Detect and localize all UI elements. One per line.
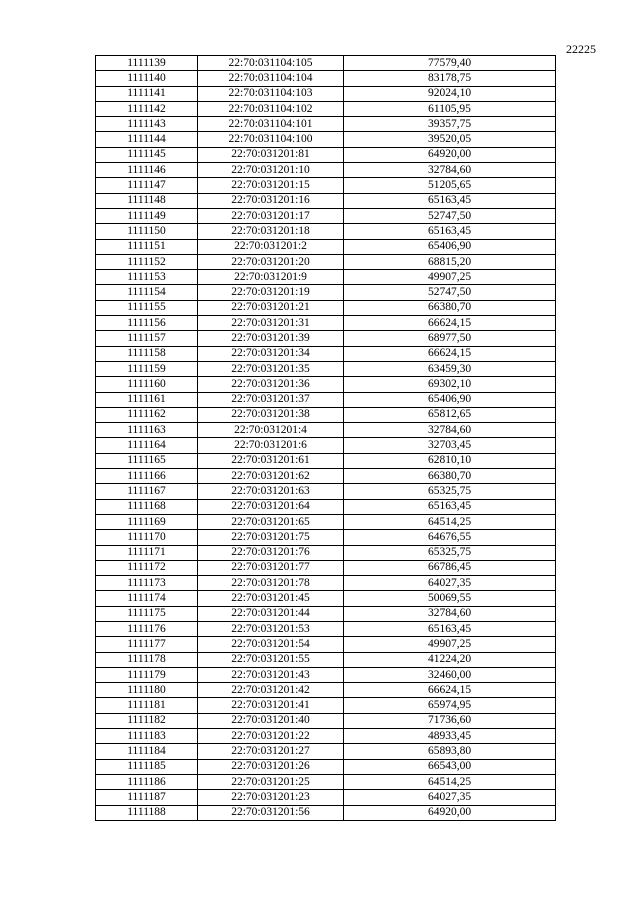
table-row [96,759,556,774]
value-cell: 52747,50 [344,208,556,223]
value-cell: 71736,60 [344,713,556,728]
value-cell: 68815,20 [344,254,556,269]
table-row [96,285,556,300]
cadastral-number-cell: 22:70:031201:4 [198,423,344,438]
row-id-cell: 1111172 [96,560,198,575]
value-cell: 65812,65 [344,407,556,422]
table-row [96,744,556,759]
row-id-cell: 1111148 [96,193,198,208]
value-cell: 64676,55 [344,530,556,545]
value-cell: 64514,25 [344,774,556,789]
value-cell: 32784,60 [344,423,556,438]
row-id-cell: 1111179 [96,667,198,682]
value-cell: 65163,45 [344,499,556,514]
table-row [96,637,556,652]
row-id-cell: 1111146 [96,163,198,178]
row-id-cell: 1111154 [96,285,198,300]
value-cell: 48933,45 [344,729,556,744]
cadastral-number-cell: 22:70:031201:56 [198,805,344,820]
table-row [96,683,556,698]
table-row [96,560,556,575]
row-id-cell: 1111152 [96,254,198,269]
cadastral-number-cell: 22:70:031104:101 [198,117,344,132]
cadastral-number-cell: 22:70:031104:100 [198,132,344,147]
row-id-cell: 1111178 [96,652,198,667]
table-row [96,147,556,162]
row-id-cell: 1111174 [96,591,198,606]
table-row [96,698,556,713]
table-row [96,86,556,101]
cadastral-number-cell: 22:70:031201:40 [198,713,344,728]
value-cell: 66624,15 [344,316,556,331]
table-row [96,469,556,484]
table-row [96,545,556,560]
cadastral-number-cell: 22:70:031201:31 [198,316,344,331]
cadastral-number-cell: 22:70:031201:2 [198,239,344,254]
cadastral-number-cell: 22:70:031201:38 [198,407,344,422]
value-cell: 68977,50 [344,331,556,346]
row-id-cell: 1111156 [96,316,198,331]
cadastral-number-cell: 22:70:031201:18 [198,224,344,239]
cadastral-number-cell: 22:70:031201:20 [198,254,344,269]
table-row [96,346,556,361]
table-row [96,132,556,147]
value-cell: 61105,95 [344,101,556,116]
table-row [96,484,556,499]
row-id-cell: 1111185 [96,759,198,774]
cadastral-number-cell: 22:70:031201:15 [198,178,344,193]
row-id-cell: 1111187 [96,790,198,805]
table-row [96,331,556,346]
cadastral-number-cell: 22:70:031104:104 [198,71,344,86]
cadastral-number-cell: 22:70:031201:61 [198,453,344,468]
value-cell: 32703,45 [344,438,556,453]
value-cell: 49907,25 [344,637,556,652]
table-row [96,407,556,422]
table-row [96,71,556,86]
row-id-cell: 1111160 [96,377,198,392]
row-id-cell: 1111175 [96,606,198,621]
table-row [96,224,556,239]
table-row [96,514,556,529]
row-id-cell: 1111153 [96,270,198,285]
table-row [96,713,556,728]
value-cell: 66543,00 [344,759,556,774]
row-id-cell: 1111169 [96,514,198,529]
row-id-cell: 1111147 [96,178,198,193]
row-id-cell: 1111141 [96,86,198,101]
value-cell: 65325,75 [344,545,556,560]
value-cell: 62810,10 [344,453,556,468]
value-cell: 64027,35 [344,576,556,591]
cadastral-number-cell: 22:70:031201:44 [198,606,344,621]
table-row [96,790,556,805]
cadastral-number-cell: 22:70:031201:22 [198,729,344,744]
cadastral-number-cell: 22:70:031201:27 [198,744,344,759]
cadastral-number-cell: 22:70:031201:41 [198,698,344,713]
value-cell: 65163,45 [344,224,556,239]
row-id-cell: 1111159 [96,361,198,376]
cadastral-number-cell: 22:70:031201:17 [198,208,344,223]
cadastral-number-cell: 22:70:031201:76 [198,545,344,560]
cadastral-number-cell: 22:70:031201:63 [198,484,344,499]
value-cell: 65893,80 [344,744,556,759]
value-cell: 66380,70 [344,469,556,484]
table-row [96,606,556,621]
table-row [96,377,556,392]
value-cell: 50069,55 [344,591,556,606]
cadastral-number-cell: 22:70:031201:75 [198,530,344,545]
value-cell: 52747,50 [344,285,556,300]
cadastral-number-cell: 22:70:031104:103 [198,86,344,101]
value-cell: 66380,70 [344,300,556,315]
value-cell: 65325,75 [344,484,556,499]
row-id-cell: 1111188 [96,805,198,820]
cadastral-number-cell: 22:70:031201:45 [198,591,344,606]
cadastral-number-cell: 22:70:031201:77 [198,560,344,575]
table-row [96,300,556,315]
cadastral-number-cell: 22:70:031201:42 [198,683,344,698]
table-row [96,576,556,591]
value-cell: 66624,15 [344,346,556,361]
row-id-cell: 1111166 [96,469,198,484]
value-cell: 64514,25 [344,514,556,529]
value-cell: 64920,00 [344,805,556,820]
value-cell: 77579,40 [344,56,556,71]
cadastral-number-cell: 22:70:031201:21 [198,300,344,315]
page-number: 22225 [566,42,596,56]
table-row [96,392,556,407]
row-id-cell: 1111176 [96,621,198,636]
row-id-cell: 1111150 [96,224,198,239]
table-row [96,56,556,71]
row-id-cell: 1111181 [96,698,198,713]
row-id-cell: 1111173 [96,576,198,591]
row-id-cell: 1111149 [96,208,198,223]
cadastral-number-cell: 22:70:031201:23 [198,790,344,805]
value-cell: 39520,05 [344,132,556,147]
value-cell: 92024,10 [344,86,556,101]
cadastral-number-cell: 22:70:031201:34 [198,346,344,361]
row-id-cell: 1111157 [96,331,198,346]
table-row [96,270,556,285]
row-id-cell: 1111177 [96,637,198,652]
cadastral-number-cell: 22:70:031201:16 [198,193,344,208]
row-id-cell: 1111151 [96,239,198,254]
table-row [96,254,556,269]
table-row [96,453,556,468]
cadastral-number-cell: 22:70:031201:9 [198,270,344,285]
table-row [96,774,556,789]
row-id-cell: 1111162 [96,407,198,422]
table-row [96,652,556,667]
table-row [96,239,556,254]
value-cell: 66786,45 [344,560,556,575]
value-cell: 32460,00 [344,667,556,682]
value-cell: 65163,45 [344,193,556,208]
cadastral-number-cell: 22:70:031201:26 [198,759,344,774]
cadastral-number-cell: 22:70:031201:19 [198,285,344,300]
row-id-cell: 1111139 [96,56,198,71]
row-id-cell: 1111171 [96,545,198,560]
table-row [96,193,556,208]
value-cell: 64027,35 [344,790,556,805]
value-cell: 51205,65 [344,178,556,193]
value-cell: 83178,75 [344,71,556,86]
row-id-cell: 1111165 [96,453,198,468]
table-row [96,101,556,116]
row-id-cell: 1111167 [96,484,198,499]
value-cell: 41224,20 [344,652,556,667]
cadastral-number-cell: 22:70:031104:102 [198,101,344,116]
table-row [96,178,556,193]
cadastral-number-cell: 22:70:031201:6 [198,438,344,453]
row-id-cell: 1111186 [96,774,198,789]
cadastral-number-cell: 22:70:031201:81 [198,147,344,162]
cadastral-number-cell: 22:70:031201:55 [198,652,344,667]
cadastral-number-cell: 22:70:031201:25 [198,774,344,789]
table-row [96,423,556,438]
row-id-cell: 1111164 [96,438,198,453]
value-cell: 65974,95 [344,698,556,713]
row-id-cell: 1111182 [96,713,198,728]
row-id-cell: 1111168 [96,499,198,514]
row-id-cell: 1111145 [96,147,198,162]
value-cell: 32784,60 [344,606,556,621]
row-id-cell: 1111184 [96,744,198,759]
row-id-cell: 1111144 [96,132,198,147]
row-id-cell: 1111155 [96,300,198,315]
registry-table [95,55,556,821]
table-row [96,316,556,331]
row-id-cell: 1111183 [96,729,198,744]
value-cell: 49907,25 [344,270,556,285]
value-cell: 65406,90 [344,239,556,254]
value-cell: 65406,90 [344,392,556,407]
value-cell: 66624,15 [344,683,556,698]
registry-table-body [96,56,556,821]
cadastral-number-cell: 22:70:031201:65 [198,514,344,529]
value-cell: 69302,10 [344,377,556,392]
cadastral-number-cell: 22:70:031201:36 [198,377,344,392]
value-cell: 32784,60 [344,163,556,178]
cadastral-number-cell: 22:70:031104:105 [198,56,344,71]
value-cell: 65163,45 [344,621,556,636]
cadastral-number-cell: 22:70:031201:78 [198,576,344,591]
row-id-cell: 1111142 [96,101,198,116]
table-row [96,438,556,453]
row-id-cell: 1111140 [96,71,198,86]
cadastral-number-cell: 22:70:031201:39 [198,331,344,346]
row-id-cell: 1111180 [96,683,198,698]
table-row [96,667,556,682]
cadastral-number-cell: 22:70:031201:62 [198,469,344,484]
table-row [96,208,556,223]
table-row [96,621,556,636]
value-cell: 63459,30 [344,361,556,376]
table-row [96,499,556,514]
table-row [96,163,556,178]
value-cell: 64920,00 [344,147,556,162]
row-id-cell: 1111163 [96,423,198,438]
cadastral-number-cell: 22:70:031201:54 [198,637,344,652]
value-cell: 39357,75 [344,117,556,132]
row-id-cell: 1111161 [96,392,198,407]
table-row [96,117,556,132]
row-id-cell: 1111170 [96,530,198,545]
row-id-cell: 1111158 [96,346,198,361]
cadastral-number-cell: 22:70:031201:10 [198,163,344,178]
cadastral-number-cell: 22:70:031201:64 [198,499,344,514]
table-row [96,805,556,820]
table-row [96,591,556,606]
cadastral-number-cell: 22:70:031201:35 [198,361,344,376]
cadastral-number-cell: 22:70:031201:53 [198,621,344,636]
table-row [96,530,556,545]
cadastral-number-cell: 22:70:031201:37 [198,392,344,407]
table-row [96,729,556,744]
table-row [96,361,556,376]
row-id-cell: 1111143 [96,117,198,132]
cadastral-number-cell: 22:70:031201:43 [198,667,344,682]
